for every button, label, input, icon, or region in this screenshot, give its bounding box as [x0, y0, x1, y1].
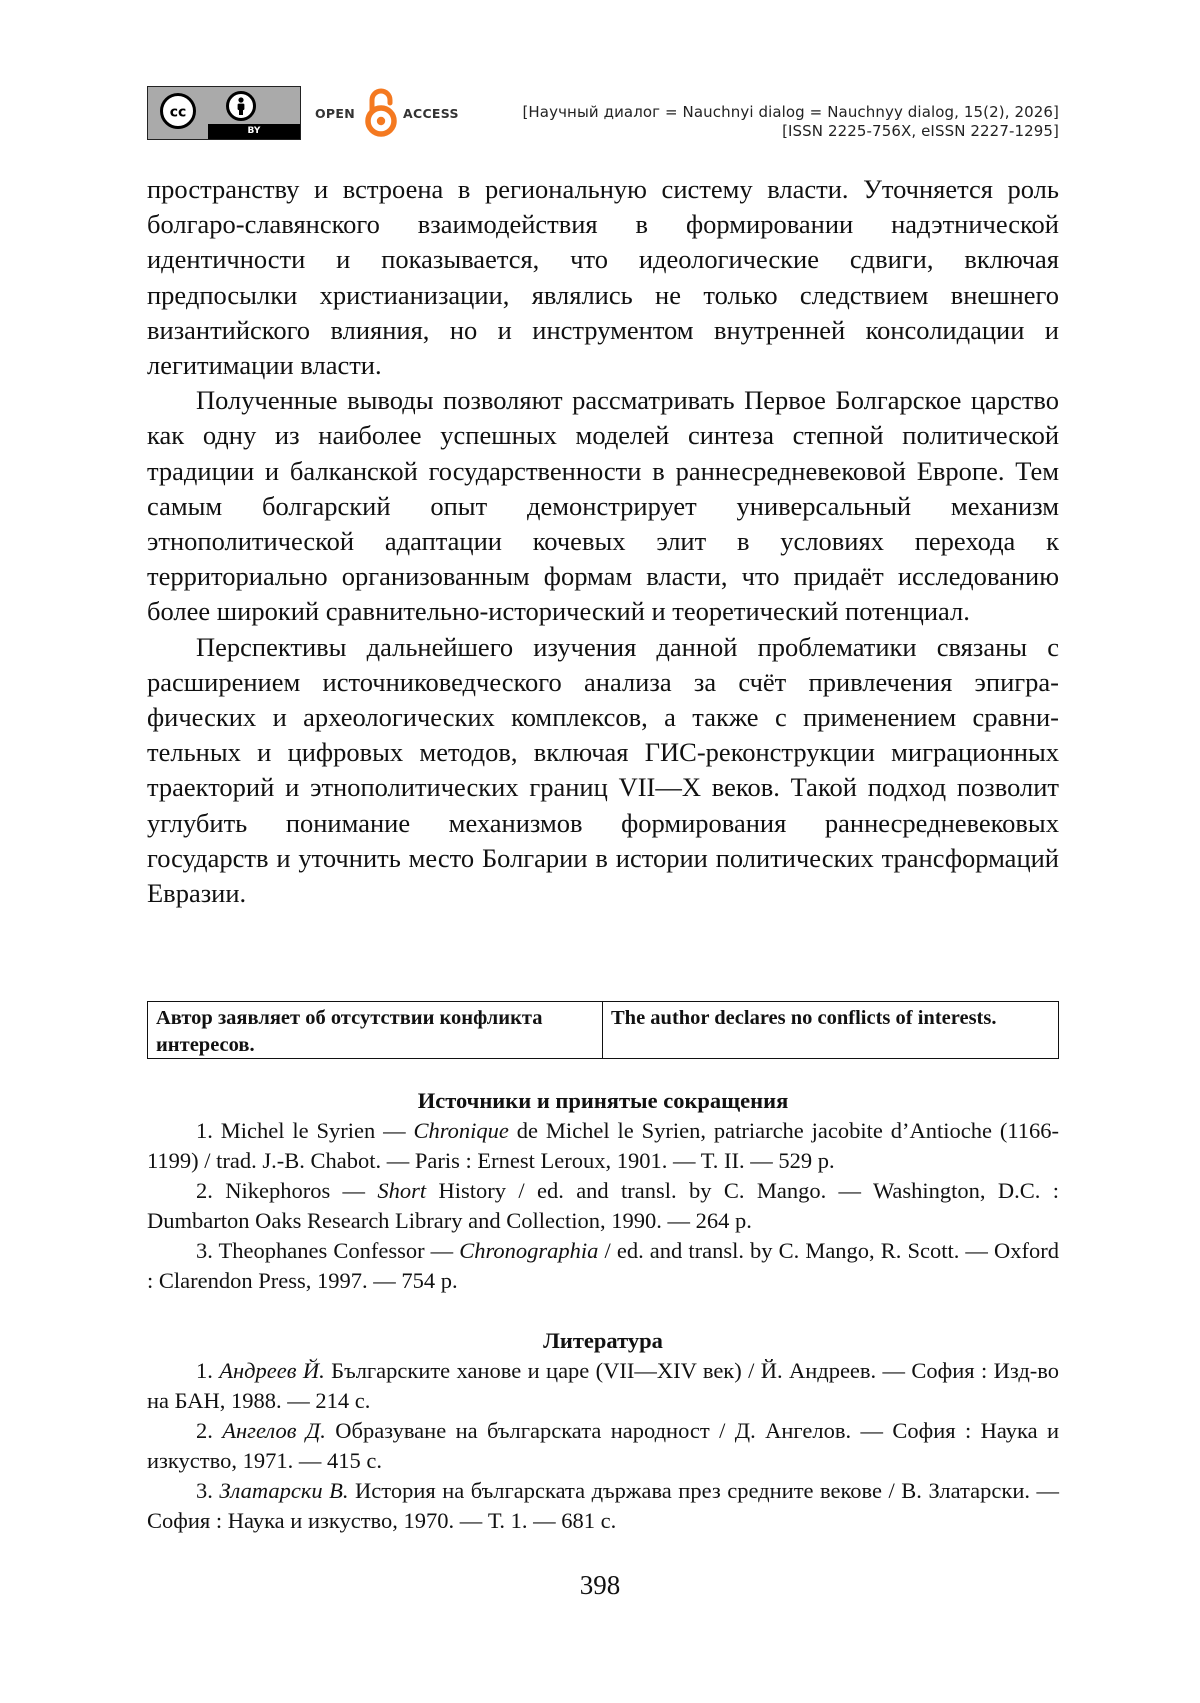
page-number: 398: [579, 1570, 621, 1600]
sources-heading: Источники и принятые сокращения: [417, 1088, 789, 1113]
page-header: [147, 86, 1059, 142]
conflict-statement-ru: Автор заявляет об отсутствии конфликта интересов.: [148, 1002, 603, 1058]
svg-text:cc: cc: [169, 104, 187, 121]
literature-entry: 2. Ангелов Д. Образуване на българската народност / Д. Ангелов. — София : Наука и изкуство, 1971. — 415 с.: [147, 1418, 1060, 1473]
literature-entry: 1. Андреев Й. Българските ханове и царе (VII—XIV век) / Й. Андреев. — София : Изд-во на БАН, 1988. — 214 с.: [147, 1358, 1060, 1413]
source-entry: 3. Theophanes Confessor — Chronographia / ed. and transl. by C. Mango, R. Scott. — Oxford : Clarendon Press, 1997. — 754 p.: [147, 1238, 1059, 1293]
conflict-statement-en: The author declares no conflicts of interests.: [611, 1007, 997, 1029]
open-access-word-open: OPEN: [315, 106, 355, 121]
body-paragraph: пространству и встроена в региональную систему власти. Уточняется роль болгаро-славянского взаимодействия в формировании надэтнической идентичности и показывается, что идеологические сдвиги, включая предпосылки христианизации, являлись не только следствием внешнего византийского влияния, но и инструментом внутренней консолидации и легитимации власти.: [147, 174, 1059, 381]
literature-section: [147, 1326, 1059, 1536]
attribution-person-icon: [226, 91, 256, 121]
source-entry: 1. Michel le Syrien — Chronique de Michel le Syrien, patriarche jacobite d’Antioche (1166-1199) / trad. J.-B. Chabot. — Paris : Ernest Leroux, 1901. — T. II. — 529 p.: [147, 1118, 1060, 1173]
source-entry: 2. Nikephoros — Short History / ed. and transl. by C. Mango. — Washington, D.C. : Dumbarton Oaks Research Library and Collection, 1990. — 264 p.: [147, 1178, 1059, 1233]
journal-citation: [522, 103, 1059, 141]
cc-icon: [160, 93, 196, 129]
citation-line: [Научный диалог = Nauchnyi dialog = Nauchnyy dialog, 15(2), 2026]: [522, 103, 1059, 121]
conflict-of-interest-table: [147, 1001, 1059, 1059]
body-paragraph: Перспективы дальнейшего изучения данной проблематики связаны с расширением источниковедческого анализа за счёт привлечения эпиграфических и археологических комплексов, а также с применением сравнительных и цифровых методов, включая ГИС-реконструкции миграционных траекторий и этнополитических границ VII—X веков. Такой подход позволит углубить понимание механизмов формирования раннесредневековых государств и уточнить место Болгарии в истории политических трансформаций Евразии.: [147, 631, 1059, 909]
issn-line: [ISSN 2225-756X, eISSN 2227-1295]: [782, 122, 1059, 140]
by-label: BY: [208, 124, 300, 139]
body-paragraph: Полученные выводы позволяют рассматривать Первое Болгарское царство как одну из наиболее успешных моделей синтеза степной политической традиции и балканской государственности в раннесредневековой Европе. Тем самым болгарский опыт демонстрирует универсальный механизм этнополитической адаптации кочевых элит в условиях перехода к территориально организованным формам власти, что придаёт исследованию более широкий сравнительно-исторический и теоретический потенциал.: [147, 385, 1059, 627]
open-access-lock-icon: [361, 86, 401, 140]
sources-section: [147, 1086, 1059, 1296]
article-body: [147, 172, 1059, 911]
open-access-word-access: ACCESS: [403, 106, 459, 121]
open-access-logo: [315, 86, 465, 140]
literature-heading: Литература: [543, 1328, 663, 1353]
cc-by-license-badge: [147, 86, 301, 140]
literature-entry: 3. Златарски В. История на българската държава през средните векове / В. Златарски. — София : Наука и изкуство, 1970. — Т. 1. — 681 с.: [147, 1478, 1059, 1533]
